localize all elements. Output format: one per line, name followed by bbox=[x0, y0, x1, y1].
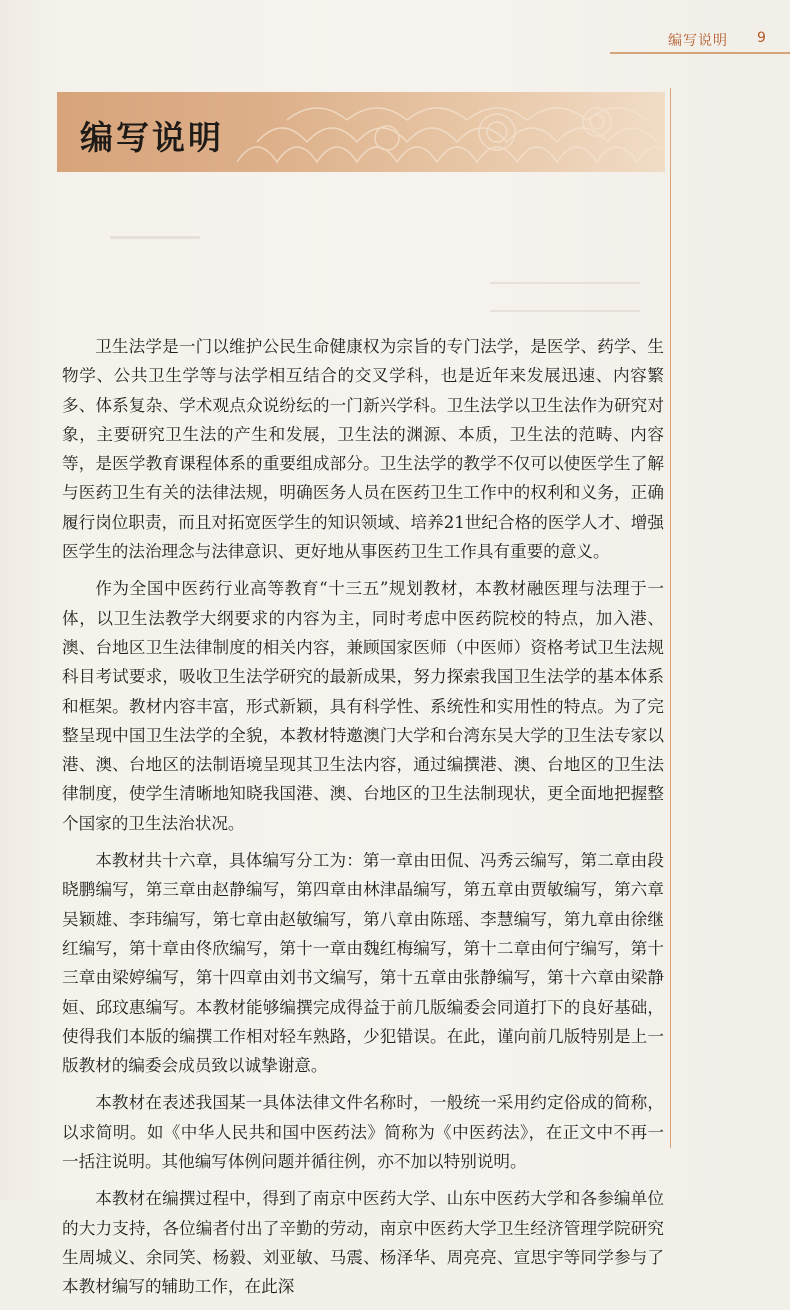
page-number: 9 bbox=[757, 30, 766, 46]
paragraph: 本教材在表述我国某一具体法律文件名称时，一般统一采用约定俗成的简称，以求简明。如《中华人民共和国中医药法》简称为《中医药法》，在正文中不再一一括注说明。其他编写体例问题并循往例，亦不加以特别说明。 bbox=[62, 1093, 664, 1172]
header-rule bbox=[610, 52, 790, 54]
running-header-title: 编写说明 bbox=[668, 33, 728, 49]
chapter-title: 编写说明 bbox=[80, 118, 224, 157]
paragraph: 作为全国中医药行业高等教育“十三五”规划教材，本教材融医理与法理于一体，以卫生法教学大纲要求的内容为主，同时考虑中医药院校的特点，加入港、澳、台地区卫生法律制度的相关内容，兼顾国家医师（中医师）资格考试卫生法规科目考试要求，吸收卫生法学研究的最新成果，努力探索我国卫生法学的基本体系和框架。教材内容丰富，形式新颖，具有科学性、系统性和实用性的特点。为了完整呈现中国卫生法学的全貌，本教材特邀澳门大学和台湾东吴大学的卫生法专家以港、澳、台地区的法制语境呈现其卫生法内容，通过编撰港、澳、台地区的卫生法律制度，使学生清晰地知晓我国港、澳、台地区的卫生法制现状，更全面地把握整个国家的卫生法治状况。 bbox=[62, 579, 664, 833]
paragraph: 本教材共十六章，具体编写分工为：第一章由田侃、冯秀云编写，第二章由段晓鹏编写，第三章由赵静编写，第四章由林津晶编写，第五章由贾敏编写，第六章吴颖雄、李玮编写，第七章由赵敏编写，第八章由陈瑶、李慧编写，第九章由徐继红编写，第十章由佟欣编写，第十一章由魏红梅编写，第十二章由何宁编写，第十三章由梁婷编写，第十四章由刘书文编写，第十五章由张静编写，第十六章由梁静姮、邱玟惠编写。本教材能够编撰完成得益于前几版编委会同道打下的良好基础，使得我们本版的编撰工作相对轻车熟路，少犯错误。在此，谨向前几版特别是上一版教材的编委会成员致以诚挚谢意。 bbox=[62, 851, 664, 1076]
body-text bbox=[62, 332, 664, 1310]
show-through-toc-lines bbox=[110, 230, 670, 330]
margin-rule bbox=[670, 88, 671, 1148]
paragraph: 卫生法学是一门以维护公民生命健康权为宗旨的专门法学，是医学、药学、生物学、公共卫生学等与法学相互结合的交叉学科，也是近年来发展迅速、内容繁多、体系复杂、学术观点众说纷纭的一门新兴学科。卫生法学以卫生法作为研究对象，主要研究卫生法的产生和发展，卫生法的渊源、本质，卫生法的范畴、内容等，是医学教育课程体系的重要组成部分。卫生法学的教学不仅可以使医学生了解与医药卫生有关的法律法规，明确医务人员在医药卫生工作中的权利和义务，正确履行岗位职责，而且对拓宽医学生的知识领域、培养21世纪合格的医学人才、增强医学生的法治理念与法律意识、更好地从事医药卫生工作具有重要的意义。 bbox=[62, 337, 664, 562]
paragraph: 本教材在编撰过程中，得到了南京中医药大学、山东中医药大学和各参编单位的大力支持，各位编者付出了辛勤的劳动，南京中医药大学卫生经济管理学院研究生周城义、余同笑、杨毅、刘亚敏、马震、杨泽华、周亮亮、宣思宇等同学参与了本教材编写的辅助工作，在此深 bbox=[62, 1189, 664, 1297]
show-through-toc bbox=[110, 230, 670, 330]
